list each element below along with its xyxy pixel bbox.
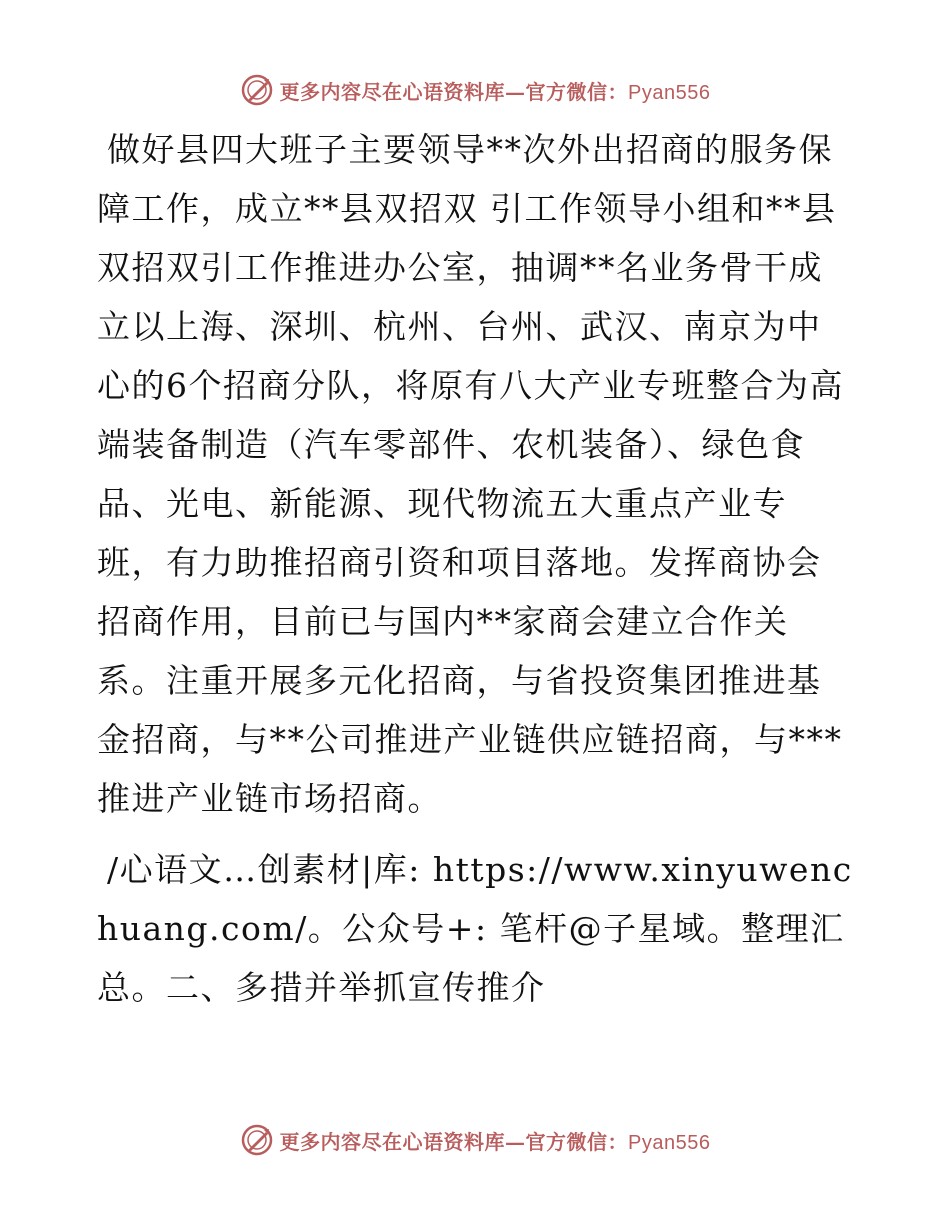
body-paragraph-1: 做好县四大班子主要领导**次外出招商的服务保障工作，成立**县双招双 引工作领导小组和**县双招双引工作推进办公室，抽调**名业务骨干成立以上海、深圳、杭州、台州、武汉、南京为中心的6个招商分队，将原有八大产业专班整合为高端装备制造（汽车零部件、农机装备）、绿色食品、光电、新能源、现代物流五大重点产业专班，有力助推招商引资和项目落地。发挥商协会招商作用，目前已与国内**家商会建立合作关系。注重开展多元化招商，与省投资集团推进基金招商，与**公司推进产业链供应链招商，与***推进产业链市场招商。	[97, 130, 844, 818]
quill-seal-logo-icon	[240, 73, 274, 107]
body-paragraph-2: /心语文…创素材|库: https://www.xinyuwenchuang.com/。公众号+: 笔杆@子星域。整理汇总。二、多措并举抓宣传推介	[97, 850, 853, 1007]
footer-banner-text	[280, 1126, 711, 1155]
footer-watermark-banner	[0, 1118, 950, 1162]
header-wechat-id: Pyan556	[628, 81, 711, 104]
header-banner-label: 更多内容尽在心语资料库—官方微信：	[279, 79, 629, 104]
header-banner-text	[280, 76, 711, 105]
header-watermark-banner	[0, 68, 950, 112]
quill-seal-logo-icon	[240, 1123, 274, 1157]
document-body	[97, 120, 853, 1017]
footer-wechat-id: Pyan556	[628, 1131, 711, 1154]
footer-banner-label: 更多内容尽在心语资料库—官方微信：	[279, 1129, 629, 1154]
